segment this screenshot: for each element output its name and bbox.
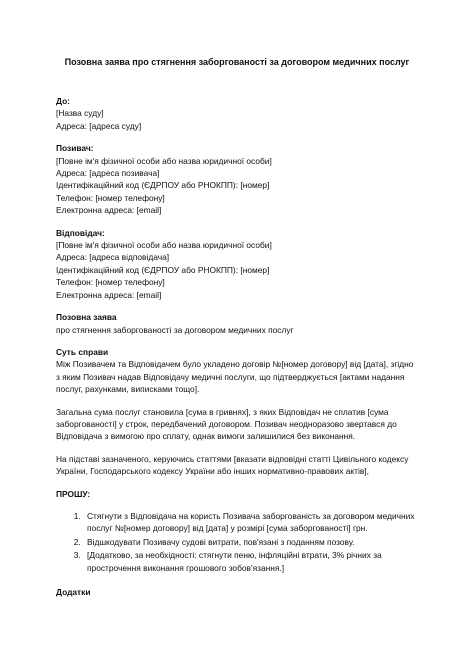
defendant-section: [56, 227, 418, 301]
plaintiff-heading: Позивач:: [56, 143, 94, 154]
attachments-section: [56, 586, 418, 598]
defendant-address: Адреса: [адреса відповідача]: [56, 252, 170, 263]
defendant-email: Електронна адреса: [email]: [56, 289, 162, 300]
attachments-heading: Додатки: [56, 587, 91, 597]
request-list: [56, 510, 418, 574]
claim-subject: про стягнення заборгованості за договором медичних послуг: [56, 324, 294, 335]
claim-heading: Позовна заява: [56, 312, 117, 323]
essence-paragraph: Загальна сума послуг становила [сума в гривнях], з яких Відповідач не сплатив [сума заборгованості] у строк, передбачений договором. Позивач неодноразово звертався до Відповідача з вимогою про сплату, однак вимоги залишилися без виконання.: [56, 406, 397, 442]
plaintiff-email: Електронна адреса: [email]: [56, 205, 162, 216]
to-section: [56, 95, 418, 132]
court-name: [Назва суду]: [56, 108, 104, 119]
defendant-phone: Телефон: [номер телефону]: [56, 277, 165, 288]
defendant-name: [Повне ім'я фізичної особи або назва юридичної особи]: [56, 240, 272, 251]
list-item: 1. Стягнути з Відповідача на користь Позивача заборгованість за договором медичних послуг №[номер договору] від [дата] у розмірі [сума заборгованості] грн.: [83, 510, 418, 535]
request-heading: ПРОШУ:: [56, 488, 91, 499]
plaintiff-address: Адреса: [адреса позивача]: [56, 168, 160, 179]
list-item: 2. Відшкодувати Позивачу судові витрати, пов'язані з поданням позову.: [83, 536, 418, 548]
essence-paragraph: На підставі зазначеного, керуючись статтями [вказати відповідні статті Цивільного кодексу України, Господарського кодексу України або інших нормативно-правових актів],: [56, 453, 409, 477]
plaintiff-id-code: Ідентифікаційний код (ЄДРПОУ або РНОКПП): [номер]: [56, 180, 270, 191]
plaintiff-phone: Телефон: [номер телефону]: [56, 192, 165, 203]
court-address: Адреса: [адреса суду]: [56, 120, 142, 131]
request-section: [56, 488, 418, 574]
plaintiff-name: [Повне ім'я фізичної особи або назва юридичної особи]: [56, 155, 272, 166]
plaintiff-section: [56, 142, 418, 216]
claim-section: [56, 311, 418, 336]
to-heading: До:: [56, 96, 70, 106]
essence-paragraph: Між Позивачем та Відповідачем було укладено договір №[номер договору] від [дата], згідно з яким Позивач надав Відповідачу медичні послуги, що підтверджується [актами надання послуг, рахунками, виписками тощо].: [56, 359, 414, 395]
list-item: 3. [Додатково, за необхідності: стягнути пеню, інфляційні втрати, 3% річних за прострочення виконання грошового зобов'язання.]: [83, 549, 418, 574]
defendant-heading: Відповідач:: [56, 227, 105, 238]
essence-heading: Суть справи: [56, 346, 109, 357]
essence-section: [56, 346, 418, 478]
document-title: Позовна заява про стягнення заборгованості за договором медичних послуг: [64, 57, 410, 67]
defendant-id-code: Ідентифікаційний код (ЄДРПОУ або РНОКПП): [номер]: [56, 264, 270, 275]
